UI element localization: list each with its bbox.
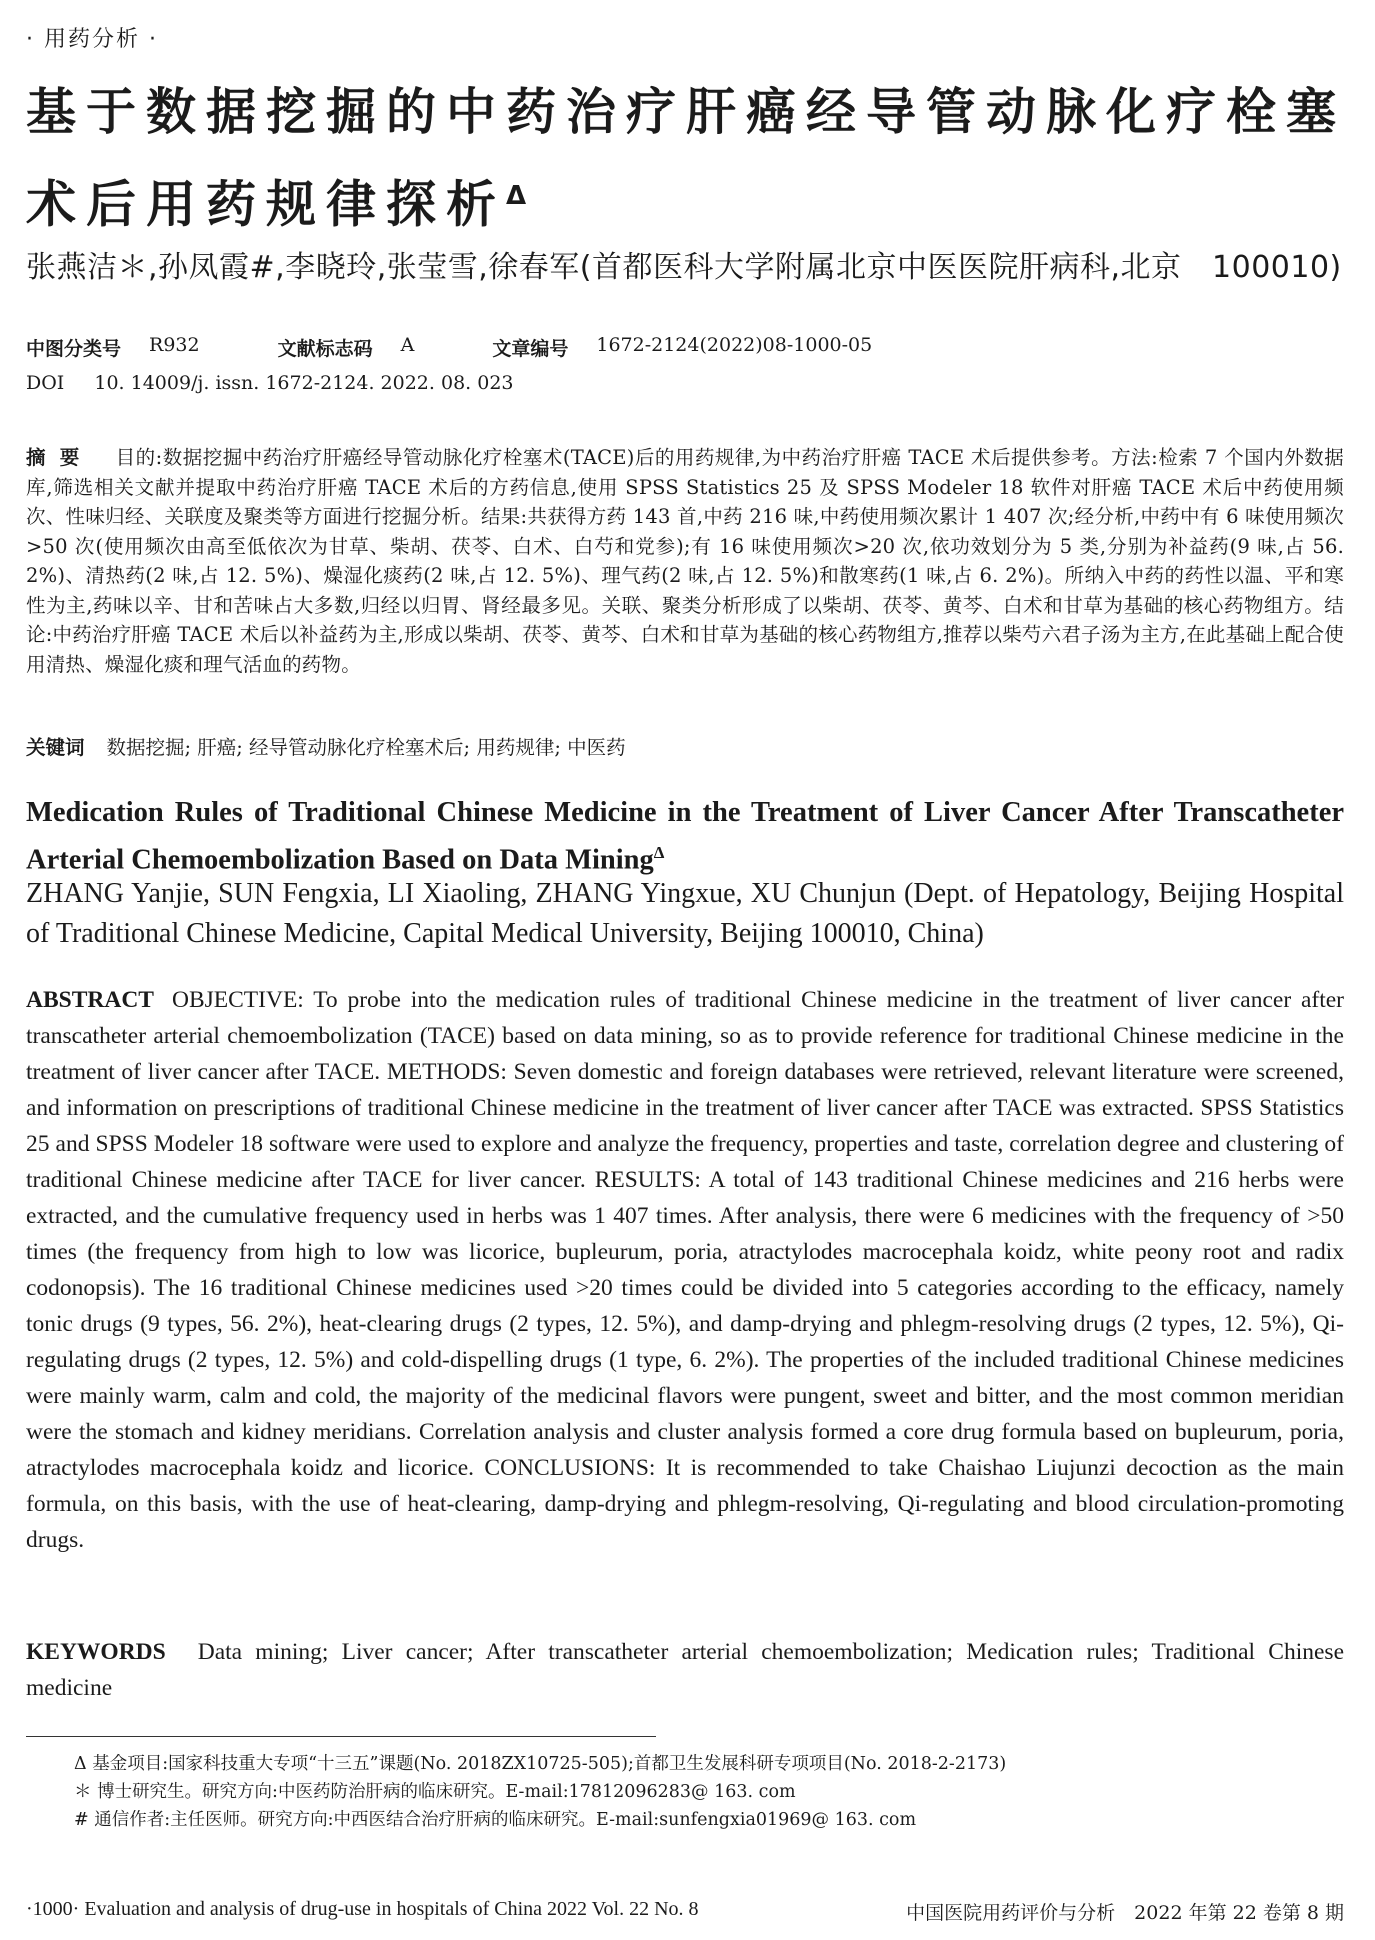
keywords-en-text: Data mining; Liver cancer; After transcatheter arterial chemoembolization; Medication rules; Traditional Chinese medicine [26,1639,1344,1701]
clc-value: R932 [149,334,200,356]
classification-row [26,334,950,361]
authors-en: ZHANG Yanjie, SUN Fengxia, LI Xiaoling, ZHANG Yingxue, XU Chunjun (Dept. of Hepatology, Beijing Hospital of Traditional Chinese Medicine, Capital Medical University, Beijing 100010, China) [26,878,1344,949]
title-en-text: Medication Rules of Traditional Chinese Medicine in the Treatment of Liver Cancer After Transcatheter Arterial Chemoembolization Based on Data Mining [26,797,1344,876]
section-tag: · 用药分析 · [26,27,158,52]
footnote-first-author: ＊ 博士研究生。研究方向:中医药防治肝病的临床研究。E-mail:17812096283@ 163. com [74,1782,796,1802]
doi-row [26,372,514,394]
abstract-cn [26,443,1344,679]
doc-code-value: A [400,334,415,356]
footnote-corresponding-author: # 通信作者:主任医师。研究方向:中西医结合治疗肝病的临床研究。E-mail:sunfengxia01969@ 163. com [74,1810,917,1830]
footnote-funding: Δ 基金项目:国家科技重大专项“十三五”课题(No. 2018ZX10725-505);首都卫生发展科研专项项目(No. 2018-2-2173) [74,1754,1007,1774]
footnotes [74,1750,1006,1834]
keywords-cn-text: 数据挖掘; 肝癌; 经导管动脉化疗栓塞术后; 用药规律; 中医药 [106,736,626,759]
title-cn-mark: Δ [506,181,527,211]
doi-label: DOI [26,372,65,394]
title-cn [26,70,1356,247]
keywords-en-label: KEYWORDS [26,1639,166,1665]
abstract-cn-label: 摘要 [26,446,94,469]
abstract-cn-text: 目的:数据挖掘中药治疗肝癌经导管动脉化疗栓塞术(TACE)后的用药规律,为中药治疗肝癌 TACE 术后提供参考。方法:检索 7 个国内外数据库,筛选相关文献并提取中药治疗肝癌 TACE 术后的方药信息,使用 SPSS Statistics 25 及 SPSS Modeler 18 软件对肝癌 TACE 术后中药使用频次、性味归经、关联度及聚类等方面进行挖掘分析。结果:共获得方药 143 首,中药 216 味,中药使用频次累计 1 407 次;经分析,中药中有 6 味使用频次>50 次(使用频次由高至低依次为甘草、柴胡、茯苓、白术、白芍和党参);有 16 味使用频次>20 次,依功效划分为 5 类,分别为补益药(9 味,占 56. 2%)、清热药(2 味,占 12. 5%)、燥湿化痰药(2 味,占 12. 5%)、理气药(2 味,占 12. 5%)和散寒药(1 味,占 6. 2%)。所纳入中药的药性以温、平和寒性为主,药味以辛、甘和苦味占大多数,归经以归胃、肾经最多见。关联、聚类分析形成了以柴胡、茯苓、黄芩、白术和甘草为基础的核心药物组方。结论:中药治疗肝癌 TACE 术后以补益药为主,形成以柴胡、茯苓、黄芩、白术和甘草为基础的核心药物组方,推荐以柴芍六君子汤为主方,在此基础上配合使用清热、燥湿化痰和理气活血的药物。 [26,446,1344,676]
abstract-en-text: OBJECTIVE: To probe into the medication rules of traditional Chinese medicine in the treatment of liver cancer after transcatheter arterial chemoembolization (TACE) based on data mining, so as to provide reference for traditional Chinese medicine in the treatment of liver cancer after TACE. METHODS: Seven domestic and foreign databases were retrieved, relevant literature were screened, and information on prescriptions of traditional Chinese medicine in the treatment of liver cancer after TACE was extracted. SPSS Statistics 25 and SPSS Modeler 18 software were used to explore and analyze the frequency, properties and taste, correlation degree and clustering of traditional Chinese medicine after TACE for liver cancer. RESULTS: A total of 143 traditional Chinese medicines and 216 herbs were extracted, and the cumulative frequency used in herbs was 1 407 times. After analysis, there were 6 medicines with the frequency of >50 times (the frequency from high to low was licorice, bupleurum, poria, atractylodes macrocephala koidz, white peony root and radix codonopsis). The 16 traditional Chinese medicines used >20 times could be divided into 5 categories according to the efficacy, namely tonic drugs (9 types, 56. 2%), heat-clearing drugs (2 types, 12. 5%), and damp-drying and phlegm-resolving drugs (2 types, 12. 5%), Qi-regulating drugs (2 types, 12. 5%) and cold-dispelling drugs (1 type, 6. 2%). The properties of the included traditional Chinese medicines were mainly warm, calm and cold, the majority of the medicinal flavors were pungent, sweet and bitter, and the most common meridian were the stomach and kidney meridians. Correlation analysis and cluster analysis formed a core drug formula based on bupleurum, poria, atractylodes macrocephala koidz and licorice. CONCLUSIONS: It is recommended to take Chaishao Liujunzi decoction as the main formula, on this basis, with the use of heat-clearing, damp-drying and phlegm-resolving, Qi-regulating and blood circulation-promoting drugs. [26,987,1344,1553]
page-footer [26,1898,1344,1925]
doc-code-label: 文献标志码 [277,338,373,360]
keywords-cn [26,732,626,760]
article-no-label: 文章编号 [492,338,569,360]
keywords-cn-label: 关键词 [26,736,85,759]
title-en [26,793,1344,881]
footnote-divider [26,1736,656,1737]
keywords-en [26,1634,1344,1706]
abstract-en-label: ABSTRACT [26,987,154,1013]
title-en-mark: Δ [653,843,665,862]
footer-left: ·1000· Evaluation and analysis of drug-use in hospitals of China 2022 Vol. 22 No. 8 [26,1898,699,1920]
doi-value[interactable]: 10. 14009/j. issn. 1672-2124. 2022. 08. 023 [94,372,514,394]
clc-label: 中图分类号 [26,338,122,360]
abstract-en [26,982,1344,1558]
article-no-value: 1672-2124(2022)08-1000-05 [596,334,873,356]
footer-right: 中国医院用药评价与分析 2022 年第 22 卷第 8 期 [906,1902,1344,1924]
authors-cn: 张燕洁＊,孙凤霞#,李晓玲,张莹雪,徐春军(首都医科大学附属北京中医医院肝病科,北京 100010) [26,250,1342,285]
title-cn-text: 基于数据挖掘的中药治疗肝癌经导管动脉化疗栓塞术后用药规律探析 [26,83,1346,234]
